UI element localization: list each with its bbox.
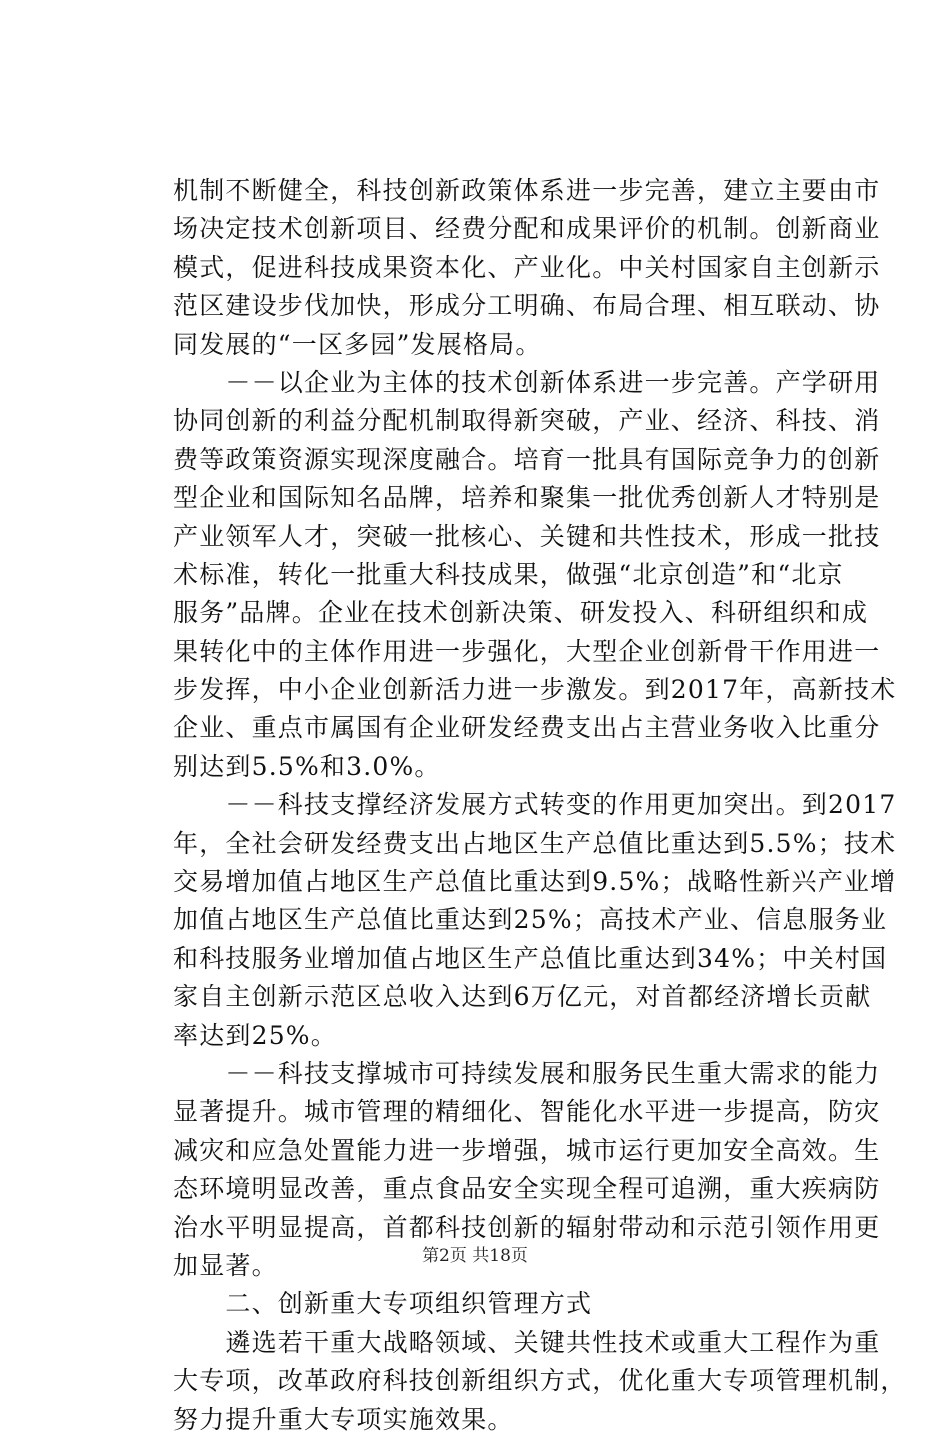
- text-line: 态环境明显改善，重点食品安全实现全程可追溯，重大疾病防: [173, 1174, 881, 1204]
- text-line: 产业领军人才，突破一批核心、关键和共性技术，形成一批技: [173, 521, 881, 551]
- text-line: 场决定技术创新项目、经费分配和成果评价的机制。创新商业: [173, 214, 881, 244]
- text-line: 模式，促进科技成果资本化、产业化。中关村国家自主创新示: [173, 252, 881, 282]
- text-line: 大专项，改革政府科技创新组织方式，优化重大专项管理机制，: [173, 1366, 907, 1396]
- text-line: －－科技支撑经济发展方式转变的作用更加突出。到2017: [173, 790, 897, 820]
- text-line: 服务”品牌。企业在技术创新决策、研发投入、科研组织和成: [173, 598, 869, 628]
- text-line: 别达到5.5%和3.0%。: [173, 751, 441, 781]
- text-line: 交易增加值占地区生产总值比重达到9.5%；战略性新兴产业增: [173, 867, 897, 897]
- text-line: 步发挥，中小企业创新活力进一步激发。到2017年，高新技术: [173, 675, 897, 705]
- page-footer: [0, 1241, 950, 1266]
- text-line: 企业、重点市属国有企业研发经费支出占主营业务收入比重分: [173, 713, 881, 743]
- text-line: 机制不断健全，科技创新政策体系进一步完善，建立主要由市: [173, 176, 881, 205]
- text-line: 努力提升重大专项实施效果。: [173, 1404, 514, 1434]
- text-line: 家自主创新示范区总收入达到6万亿元，对首都经济增长贡献: [173, 982, 872, 1012]
- page-number-label: 第2页 共18页: [422, 1246, 528, 1266]
- text-line: 减灾和应急处置能力进一步增强，城市运行更加安全高效。生: [173, 1135, 881, 1165]
- text-line: 和科技服务业增加值占地区生产总值比重达到34%；中关村国: [173, 943, 888, 973]
- text-line: 年，全社会研发经费支出占地区生产总值比重达到5.5%；技术: [173, 828, 897, 858]
- text-line: 遴选若干重大战略领域、关键共性技术或重大工程作为重: [173, 1327, 881, 1357]
- text-line: 率达到25%。: [173, 1020, 337, 1050]
- text-line: 术标准，转化一批重大科技成果，做强“北京创造”和“北京: [173, 559, 844, 589]
- text-line: 加显著。: [173, 1250, 278, 1280]
- text-line: －－科技支撑城市可持续发展和服务民生重大需求的能力: [173, 1058, 881, 1088]
- text-line: 治水平明显提高，首都科技创新的辐射带动和示范引领作用更: [173, 1212, 881, 1242]
- text-line: 型企业和国际知名品牌，培养和聚集一批优秀创新人才特别是: [173, 483, 881, 513]
- text-line: 费等政策资源实现深度融合。培育一批具有国际竞争力的创新: [173, 444, 881, 474]
- text-line: 果转化中的主体作用进一步强化，大型企业创新骨干作用进一: [173, 636, 881, 666]
- text-line: 范区建设步伐加快，形成分工明确、布局合理、相互联动、协: [173, 291, 881, 321]
- section-heading: 二、创新重大专项组织管理方式: [173, 1289, 593, 1319]
- text-line: 同发展的“一区多园”发展格局。: [173, 329, 542, 359]
- text-line: －－以企业为主体的技术创新体系进一步完善。产学研用: [173, 367, 881, 397]
- text-line: 显著提升。城市管理的精细化、智能化水平进一步提高，防灾: [173, 1097, 881, 1127]
- text-line: 加值占地区生产总值比重达到25%；高技术产业、信息服务业: [173, 905, 888, 935]
- text-line: 协同创新的利益分配机制取得新突破，产业、经济、科技、消: [173, 406, 881, 436]
